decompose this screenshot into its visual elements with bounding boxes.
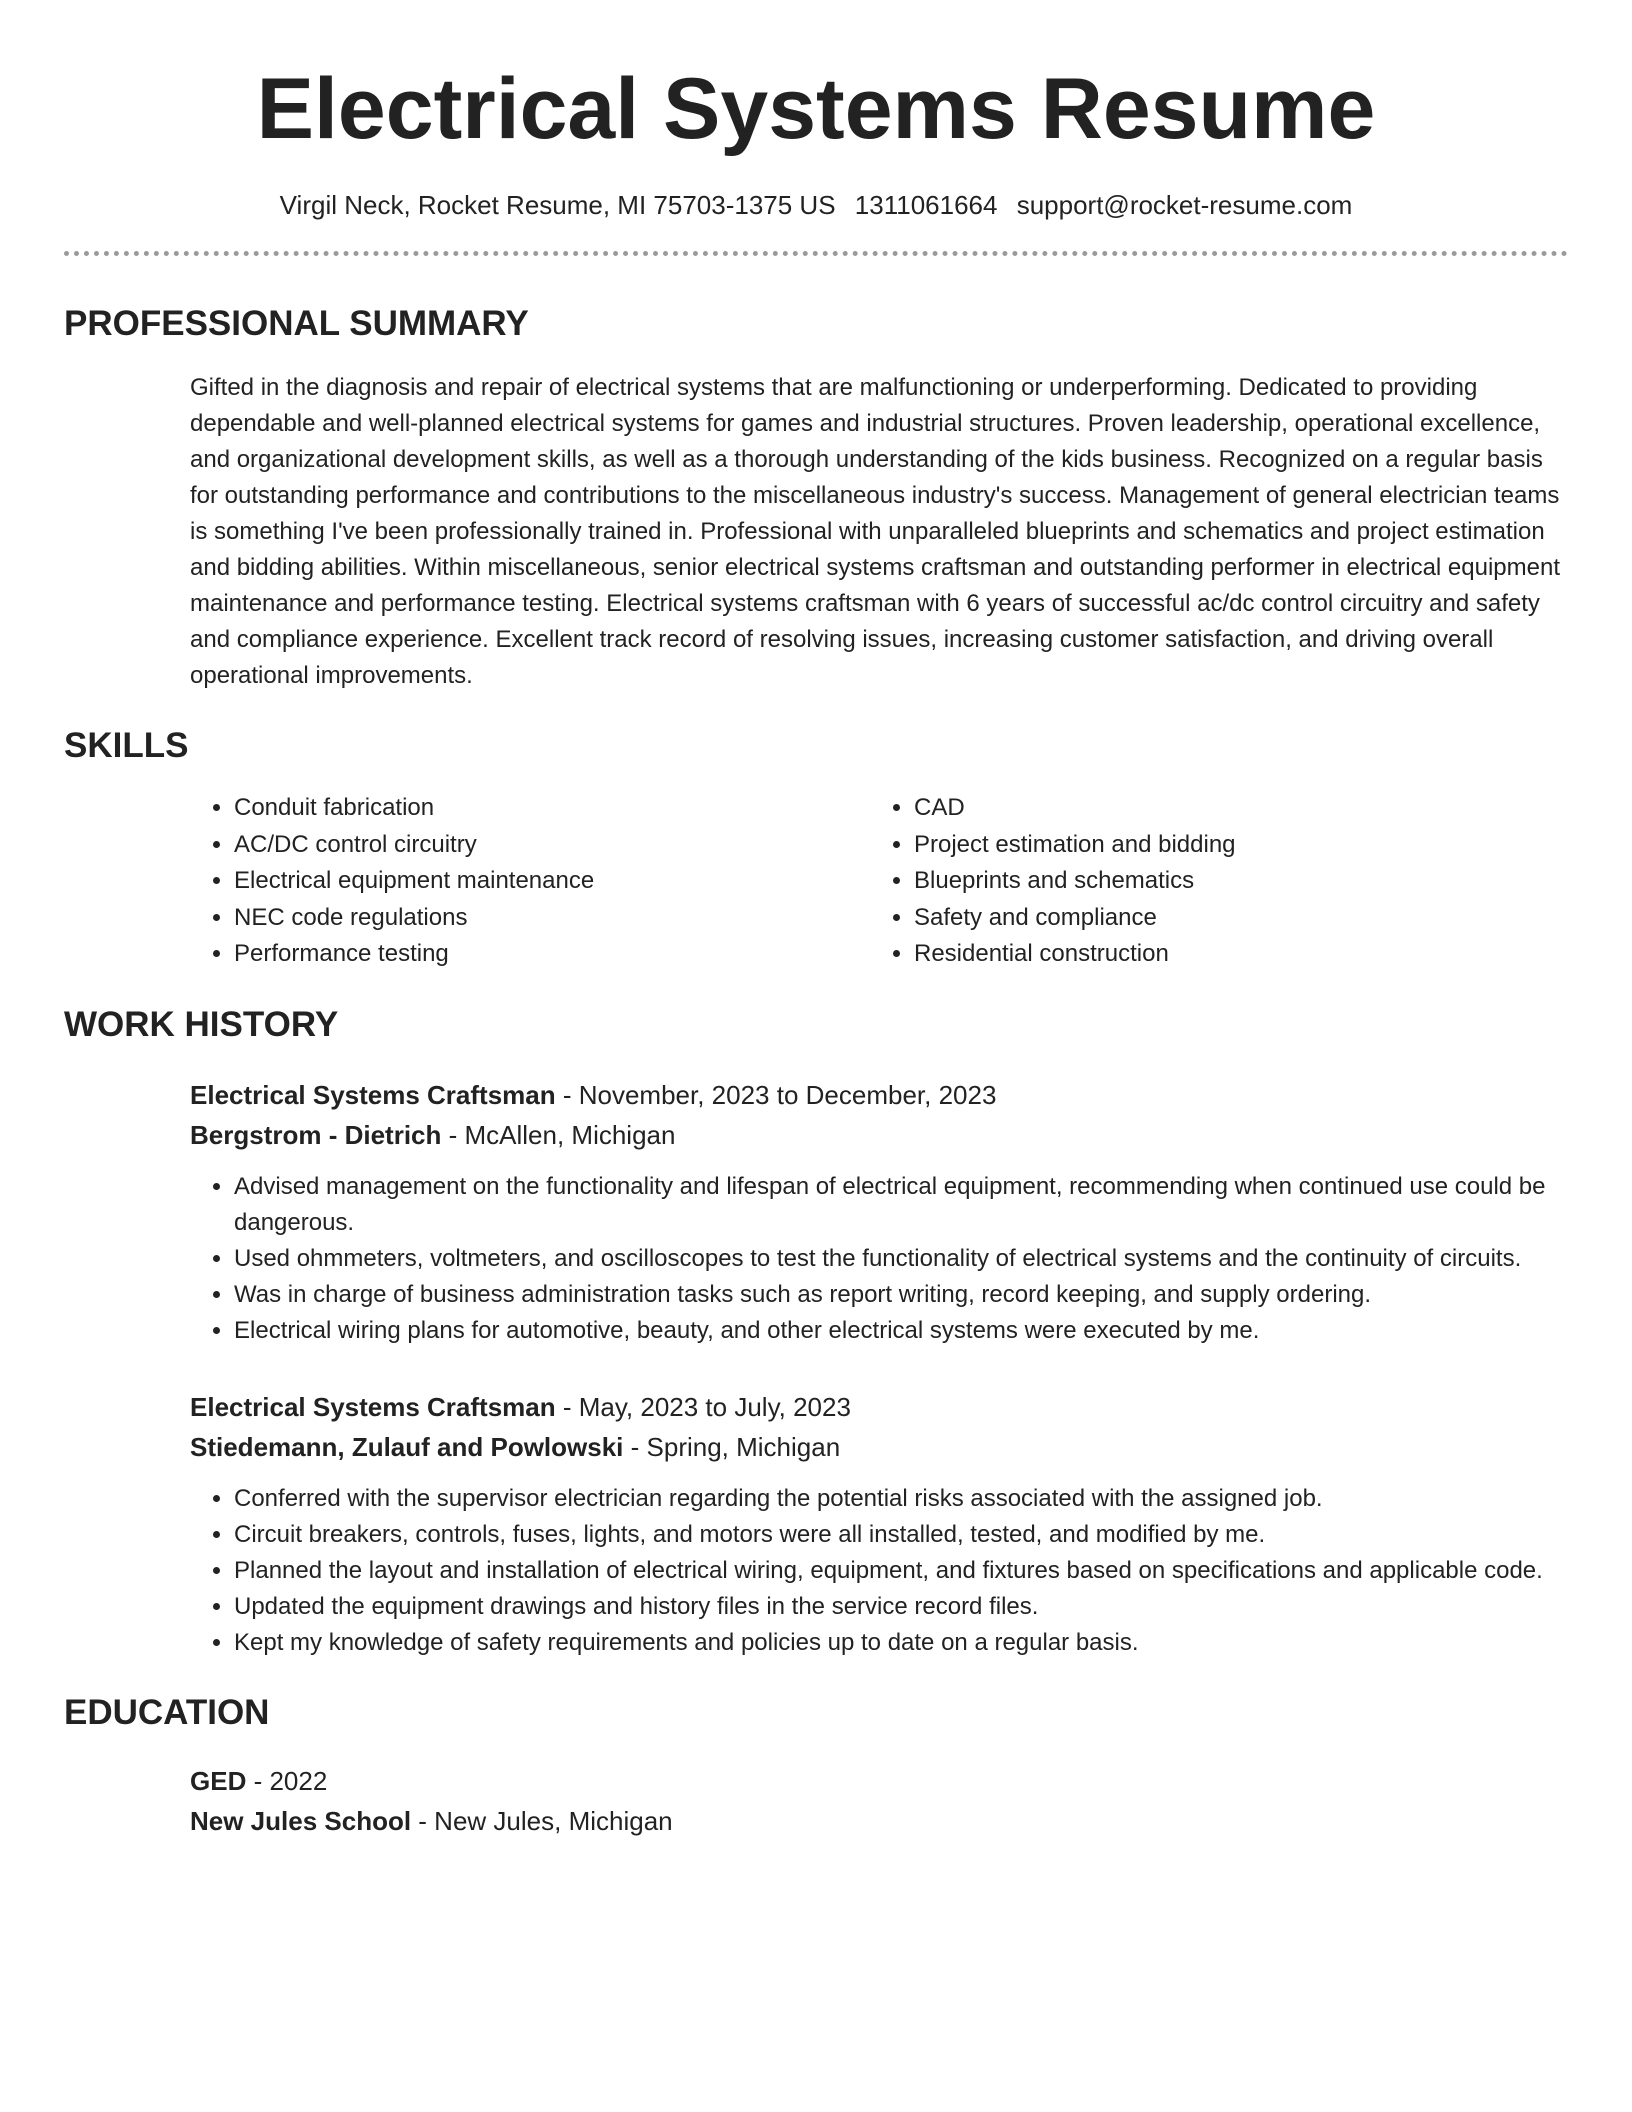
education-heading: EDUCATION	[64, 1692, 270, 1732]
skill-item: • Performance testing	[234, 936, 870, 973]
job-location: - McAllen, Michigan	[441, 1119, 676, 1150]
job-location: - Spring, Michigan	[623, 1431, 841, 1462]
job-dates: - November, 2023 to December, 2023	[555, 1079, 997, 1110]
job-duty-item: • Planned the layout and installation of electrical wiring, equipment, and fixtures based on specifications and applicable code.	[234, 1553, 1568, 1589]
skill-item: • Residential construction	[914, 936, 1550, 973]
skills-heading: SKILLS	[64, 726, 189, 765]
skills-column-left	[190, 790, 870, 973]
job-duties	[190, 1169, 1568, 1349]
education-entry	[190, 1761, 1568, 1841]
job-company-line	[190, 1427, 1568, 1467]
skill-item: • Project estimation and bidding	[914, 827, 1550, 864]
job-duty-item: • Advised management on the functionality and lifespan of electrical equipment, recommending when continued use could be dangerous.	[234, 1169, 1568, 1241]
job-title: Electrical Systems Craftsman	[190, 1391, 556, 1422]
education-location: - New Jules, Michigan	[411, 1805, 673, 1836]
skill-item: • Safety and compliance	[914, 900, 1550, 937]
skill-item: • AC/DC control circuitry	[234, 827, 870, 864]
work-history-heading: WORK HISTORY	[64, 1004, 339, 1044]
education-year: - 2022	[246, 1765, 328, 1796]
job-entry	[190, 1075, 1568, 1349]
job-duty-item: • Electrical wiring plans for automotive, beauty, and other electrical systems were executed by me.	[234, 1313, 1568, 1349]
skill-item: • NEC code regulations	[234, 900, 870, 937]
job-duty-item: • Updated the equipment drawings and history files in the service record files.	[234, 1589, 1568, 1625]
contact-line	[64, 188, 1568, 222]
education-school: New Jules School	[190, 1805, 412, 1836]
job-company-line	[190, 1115, 1568, 1155]
header-divider	[64, 251, 1568, 256]
education-school-line	[190, 1801, 1568, 1841]
skills-list	[190, 790, 1568, 973]
skill-item: • Electrical equipment maintenance	[234, 863, 870, 900]
job-entry	[190, 1387, 1568, 1661]
job-duties	[190, 1481, 1568, 1661]
education-degree-line	[190, 1761, 1568, 1801]
education-degree: GED	[190, 1765, 247, 1796]
job-company: Stiedemann, Zulauf and Powlowski	[190, 1431, 624, 1462]
skill-item: • CAD	[914, 790, 1550, 827]
contact-phone: 1311061664	[854, 190, 998, 220]
summary-heading: PROFESSIONAL SUMMARY	[64, 304, 529, 343]
job-title-line	[190, 1387, 1568, 1427]
contact-email: support@rocket-resume.com	[1016, 190, 1353, 220]
summary-text: Gifted in the diagnosis and repair of electrical systems that are malfunctioning or underperforming. Dedicated to providing dependable and well-planned electrical systems for games and industrial structures. Proven leadership, operational excellence, and organizational development skills, as well as a thorough understanding of the kids business. Recognized on a regular basis for outstanding performance and contributions to the miscellaneous industry's success. Management of general electrician teams is something I've been professionally trained in. Professional with unparalleled blueprints and schematics and project estimation and bidding abilities. Within miscellaneous, senior electrical systems craftsman and outstanding performer in electrical equipment maintenance and performance testing. Electrical systems craftsman with 6 years of successful ac/dc control circuitry and safety and compliance experience. Excellent track record of resolving issues, increasing customer satisfaction, and driving overall operational improvements.	[190, 374, 1560, 689]
job-duty-item: • Used ohmmeters, voltmeters, and oscilloscopes to test the functionality of electrical systems and the continuity of circuits.	[234, 1241, 1568, 1277]
contact-address: Virgil Neck, Rocket Resume, MI 75703-1375 US	[279, 190, 836, 220]
job-duty-item: • Circuit breakers, controls, fuses, lights, and motors were all installed, tested, and modified by me.	[234, 1517, 1568, 1553]
job-duty-item: • Kept my knowledge of safety requirements and policies up to date on a regular basis.	[234, 1625, 1568, 1661]
skills-column-right	[870, 790, 1550, 973]
job-dates: - May, 2023 to July, 2023	[555, 1391, 851, 1422]
job-title-line	[190, 1075, 1568, 1115]
skill-item: • Conduit fabrication	[234, 790, 870, 827]
job-duty-item: • Conferred with the supervisor electrician regarding the potential risks associated with the assigned job.	[234, 1481, 1568, 1517]
resume-title: Electrical Systems Resume	[256, 61, 1376, 157]
skill-item: • Blueprints and schematics	[914, 863, 1550, 900]
job-title: Electrical Systems Craftsman	[190, 1079, 556, 1110]
job-company: Bergstrom - Dietrich	[190, 1119, 442, 1150]
job-duty-item: • Was in charge of business administration tasks such as report writing, record keeping, and supply ordering.	[234, 1277, 1568, 1313]
